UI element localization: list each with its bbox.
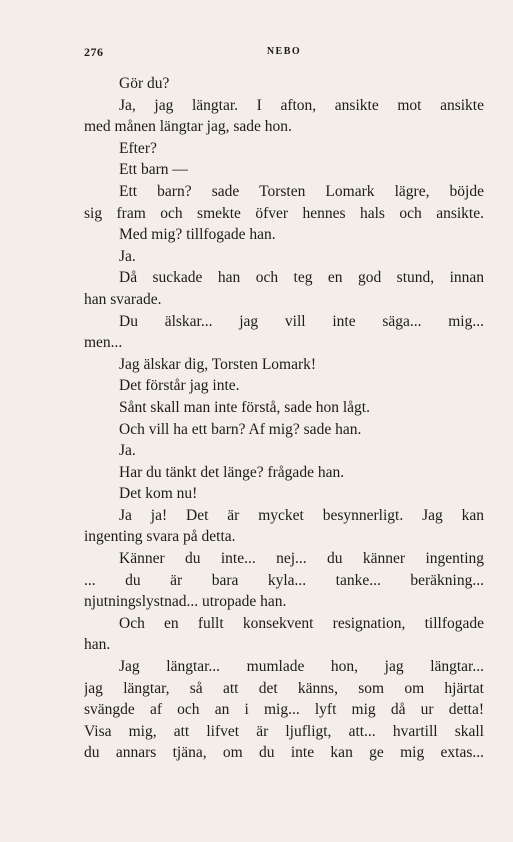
page-header <box>84 45 484 61</box>
text-line: Då suckade han och teg en god stund, innan <box>119 269 484 287</box>
text-line: Har du tänkt det länge? frågade han. <box>119 463 345 481</box>
text-line: Gör du? <box>119 75 170 92</box>
text-line: med månen längtar jag, sade hon. <box>84 118 292 136</box>
text-line: sig fram och smekte öfver hennes hals och ansikte. <box>84 204 484 222</box>
text-line: njutningslystnad... utropade han. <box>84 593 287 611</box>
text-line: Jag längtar... mumlade hon, jag längtar... <box>119 658 484 676</box>
text-line: Det förstår jag inte. <box>119 377 240 395</box>
text-line: Ett barn? sade Torsten Lomark lägre, böjde <box>119 182 484 200</box>
text-line: svängde af och an i mig... lyft mig då ur detta! <box>84 701 484 719</box>
body-text <box>84 73 484 764</box>
text-line: ... du är bara kyla... tanke... beräkning... <box>84 571 484 589</box>
text-line: Ja, jag längtar. I afton, ansikte mot ansikte <box>119 96 484 114</box>
text-line: Jag älskar dig, Torsten Lomark! <box>119 355 317 373</box>
text-line: Efter? <box>119 139 157 157</box>
text-line: men... <box>84 334 123 352</box>
running-head: NEBO <box>266 46 302 57</box>
text-line: Det kom nu! <box>119 485 198 503</box>
text-line: ingenting svara på detta. <box>84 528 236 546</box>
text-line: jag längtar, så att det känns, som om hjärtat <box>84 679 484 697</box>
text-line: Ja. <box>119 442 136 460</box>
text-line: Känner du inte... nej... du känner ingenting <box>119 550 484 568</box>
text-line: Ja ja! Det är mycket besynnerligt. Jag kan <box>119 506 484 524</box>
text-line: han. <box>84 636 111 654</box>
text-line: du annars tjäna, om du inte kan ge mig extas... <box>84 744 484 762</box>
page-number: 276 <box>84 45 104 59</box>
text-line: Ja. <box>119 247 136 265</box>
text-line: Du älskar... jag vill inte säga... mig... <box>119 312 484 330</box>
text-line: Och en fullt konsekvent resignation, tillfogade <box>119 614 484 632</box>
text-line: han svarade. <box>84 290 162 308</box>
text-line: Och vill ha ett barn? Af mig? sade han. <box>119 420 362 438</box>
text-line: Sånt skall man inte förstå, sade hon lågt. <box>119 398 370 416</box>
text-line: Med mig? tillfogade han. <box>119 226 276 244</box>
text-line: Ett barn — <box>119 161 188 179</box>
text-line: Visa mig, att lifvet är ljufligt, att... hvartill skall <box>84 722 484 740</box>
